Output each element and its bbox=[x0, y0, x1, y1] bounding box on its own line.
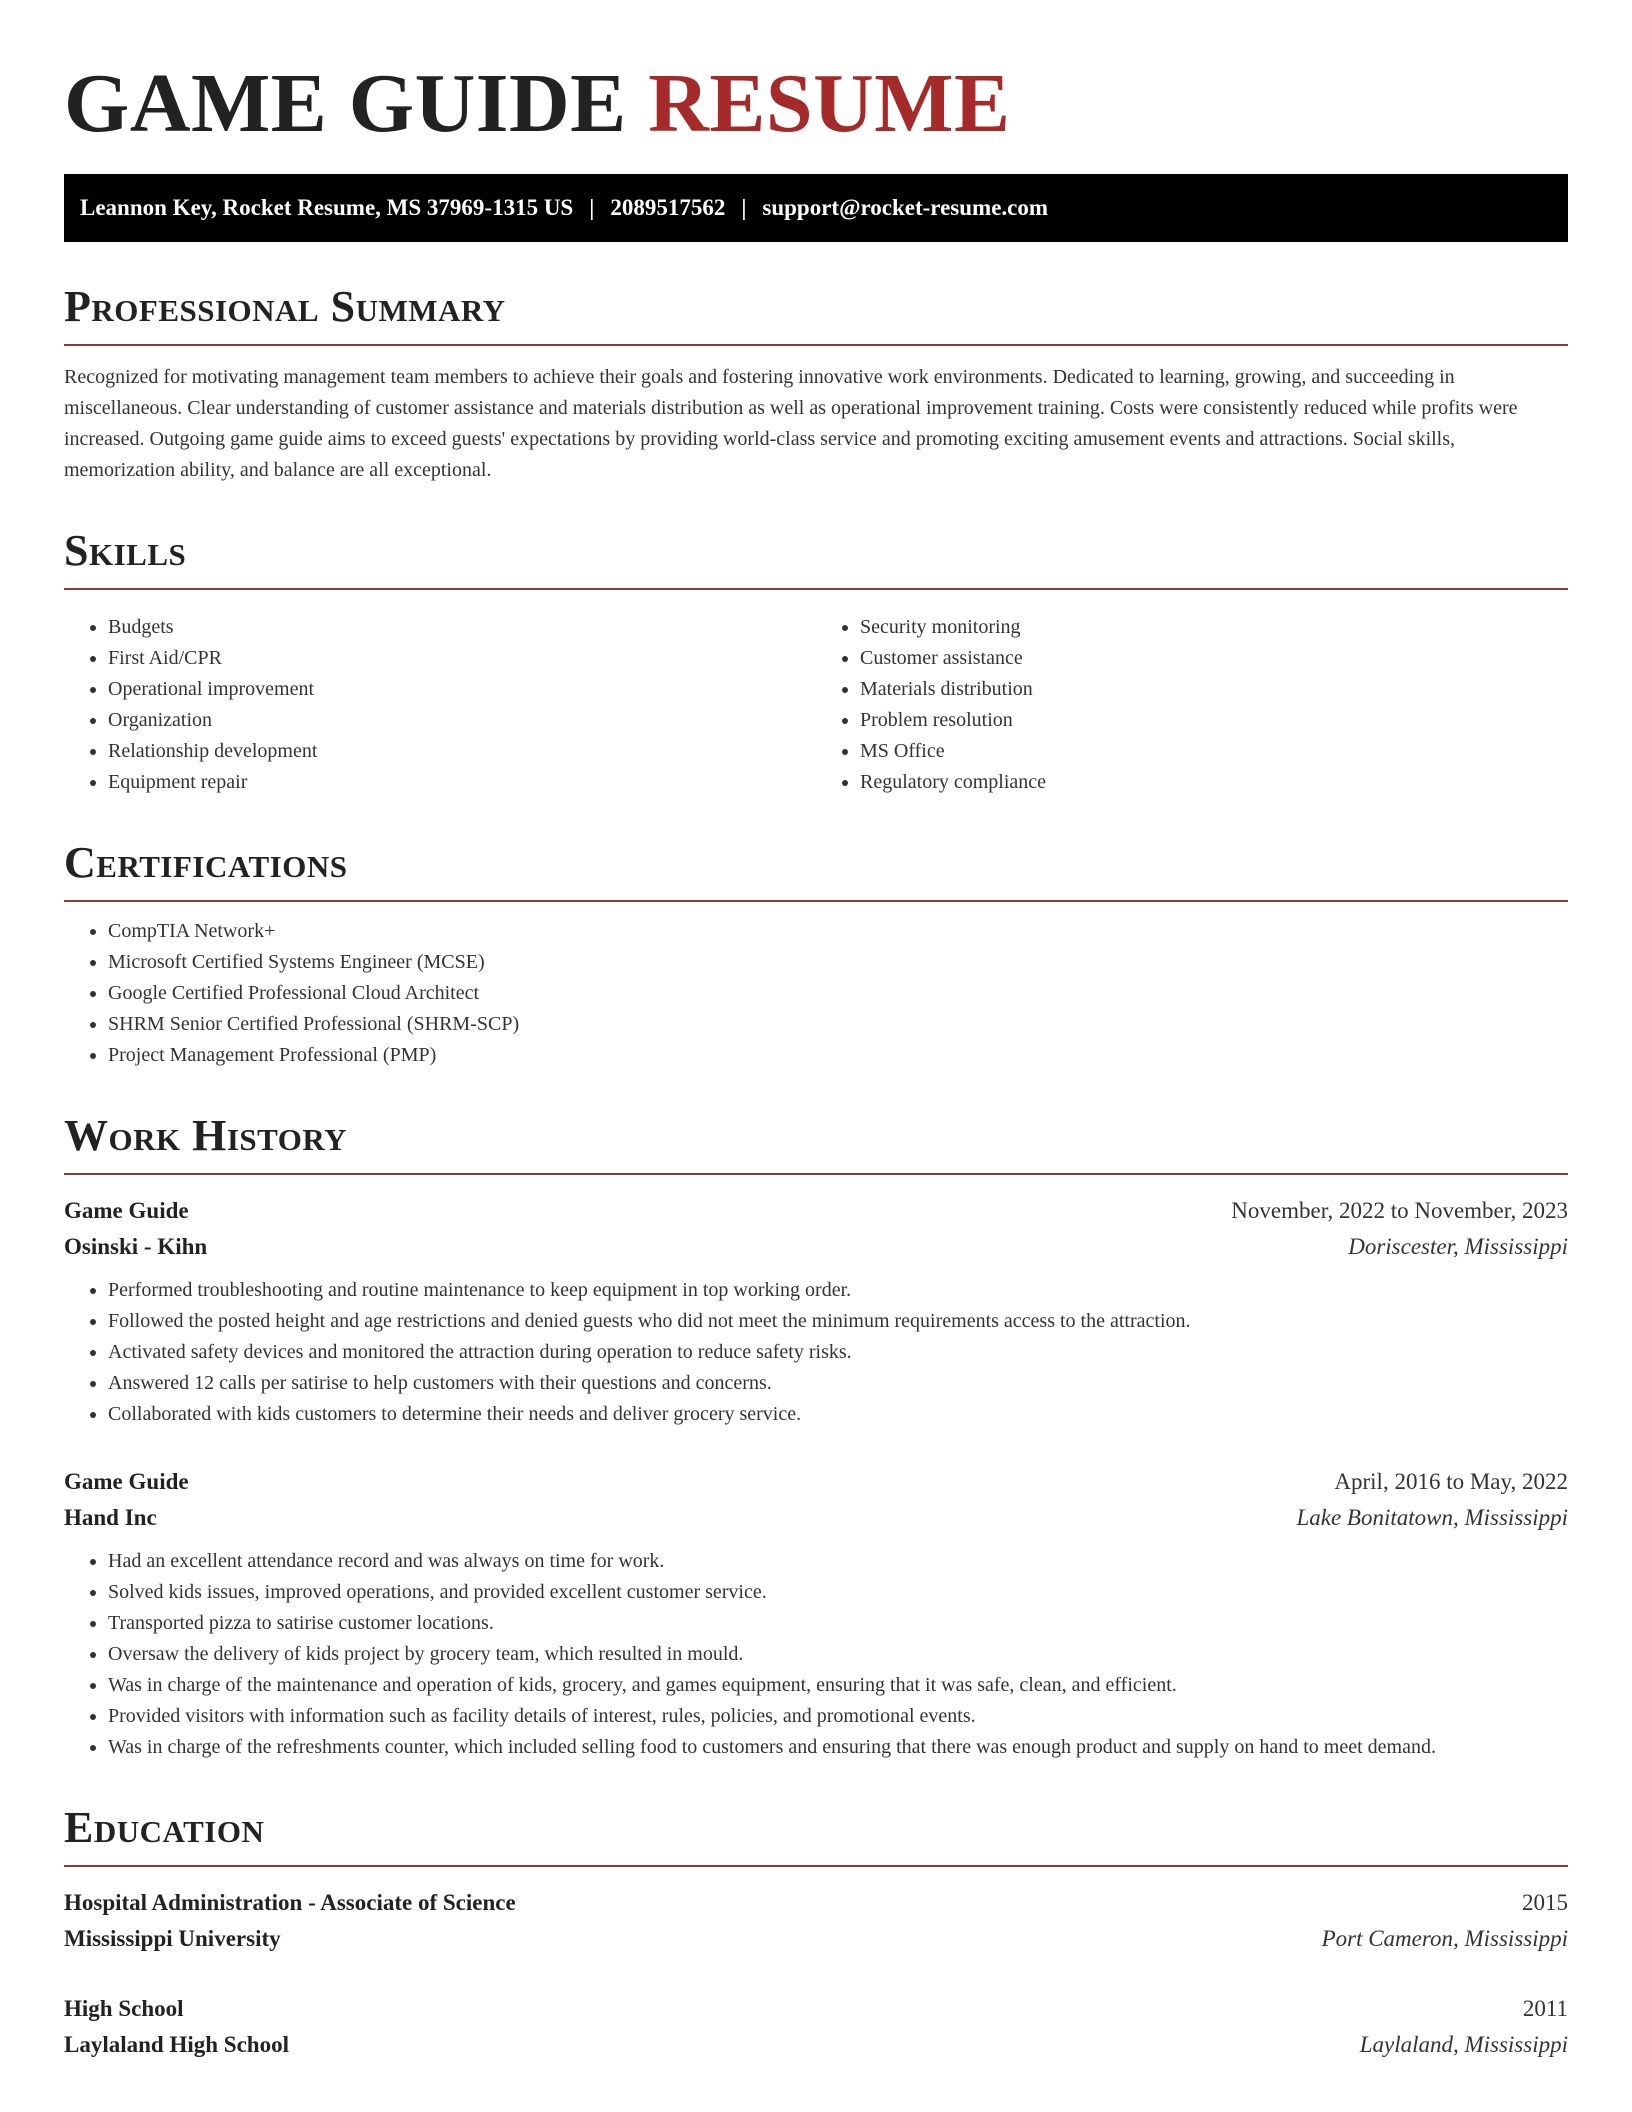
job-location: Doriscester, Mississippi bbox=[1348, 1234, 1568, 1259]
job-duty: • Was in charge of the maintenance and operation of kids, grocery, and games equipment, ensuring that it was safe, clean, and efficient. bbox=[108, 1670, 1568, 1701]
skill-item: • Security monitoring bbox=[860, 612, 1568, 643]
job-duty: • Answered 12 calls per satirise to help customers with their questions and concerns. bbox=[108, 1368, 1568, 1399]
education-entry bbox=[64, 1991, 1568, 2063]
summary-heading: Professional Summary bbox=[64, 282, 506, 331]
education-heading: Education bbox=[64, 1803, 265, 1852]
skill-item: • Organization bbox=[108, 705, 816, 736]
section-divider bbox=[64, 1865, 1568, 1867]
job-company-row bbox=[64, 1229, 1568, 1265]
section-divider bbox=[64, 900, 1568, 902]
education-location: Port Cameron, Mississippi bbox=[1321, 1926, 1568, 1951]
certifications-section bbox=[64, 838, 1568, 1071]
job-duty: • Collaborated with kids customers to determine their needs and deliver grocery service. bbox=[108, 1399, 1568, 1430]
education-year: 2015 bbox=[1522, 1890, 1568, 1915]
job-duty: • Provided visitors with information such as facility details of interest, rules, policies, and promotional events. bbox=[108, 1701, 1568, 1732]
contact-bar bbox=[64, 174, 1568, 242]
job-duty: • Transported pizza to satirise customer locations. bbox=[108, 1608, 1568, 1639]
job-company: Hand Inc bbox=[64, 1505, 157, 1530]
skill-item: • Budgets bbox=[108, 612, 816, 643]
contact-address: Leannon Key, Rocket Resume, MS 37969-1315 US bbox=[80, 195, 574, 220]
job-company-row bbox=[64, 1500, 1568, 1536]
job-entry bbox=[64, 1193, 1568, 1430]
job-duty: • Performed troubleshooting and routine maintenance to keep equipment in top working order. bbox=[108, 1275, 1568, 1306]
job-duty: • Followed the posted height and age restrictions and denied guests who did not meet the minimum requirements access to the attraction. bbox=[108, 1306, 1568, 1337]
skill-item: • Equipment repair bbox=[108, 767, 816, 798]
job-header-row bbox=[64, 1193, 1568, 1229]
education-location: Laylaland, Mississippi bbox=[1359, 2032, 1568, 2057]
education-section bbox=[64, 1803, 1568, 2063]
job-title: Game Guide bbox=[64, 1198, 189, 1223]
skill-item: • Operational improvement bbox=[108, 674, 816, 705]
contact-separator: | bbox=[741, 195, 747, 220]
job-duties-list bbox=[64, 1275, 1568, 1430]
education-school: Mississippi University bbox=[64, 1926, 281, 1951]
skills-grid bbox=[64, 598, 1568, 798]
skill-item: • Materials distribution bbox=[860, 674, 1568, 705]
education-school-row bbox=[64, 1921, 1568, 1957]
contact-email: support@rocket-resume.com bbox=[762, 195, 1049, 220]
certifications-list bbox=[64, 916, 1568, 1071]
work-history-heading: Work History bbox=[64, 1111, 348, 1160]
skill-item: • Problem resolution bbox=[860, 705, 1568, 736]
certification-item: • Microsoft Certified Systems Engineer (MCSE) bbox=[108, 947, 1568, 978]
skills-list-right bbox=[816, 612, 1568, 798]
job-header-row bbox=[64, 1464, 1568, 1500]
skill-item: • Regulatory compliance bbox=[860, 767, 1568, 798]
title-accent: RESUME bbox=[648, 57, 1011, 150]
education-school: Laylaland High School bbox=[64, 2032, 289, 2057]
skills-section bbox=[64, 526, 1568, 798]
section-divider bbox=[64, 1173, 1568, 1175]
skill-item: • Customer assistance bbox=[860, 643, 1568, 674]
job-duty: • Activated safety devices and monitored the attraction during operation to reduce safety risks. bbox=[108, 1337, 1568, 1368]
skill-item: • Relationship development bbox=[108, 736, 816, 767]
education-degree: High School bbox=[64, 1996, 184, 2021]
certification-item: • Project Management Professional (PMP) bbox=[108, 1040, 1568, 1071]
job-dates: April, 2016 to May, 2022 bbox=[1334, 1469, 1568, 1494]
job-location: Lake Bonitatown, Mississippi bbox=[1296, 1505, 1568, 1530]
title-main: GAME GUIDE bbox=[64, 57, 627, 150]
job-title: Game Guide bbox=[64, 1469, 189, 1494]
education-degree: Hospital Administration - Associate of Science bbox=[64, 1890, 516, 1915]
certification-item: • Google Certified Professional Cloud Architect bbox=[108, 978, 1568, 1009]
education-entry bbox=[64, 1885, 1568, 1957]
skill-item: • First Aid/CPR bbox=[108, 643, 816, 674]
summary-section bbox=[64, 282, 1568, 486]
contact-phone: 2089517562 bbox=[610, 195, 726, 220]
job-entry bbox=[64, 1464, 1568, 1763]
certifications-heading: Certifications bbox=[64, 838, 348, 887]
job-duty: • Solved kids issues, improved operations, and provided excellent customer service. bbox=[108, 1577, 1568, 1608]
job-company: Osinski - Kihn bbox=[64, 1234, 208, 1259]
skills-heading: Skills bbox=[64, 526, 187, 575]
job-duty: • Had an excellent attendance record and was always on time for work. bbox=[108, 1546, 1568, 1577]
education-degree-row bbox=[64, 1885, 1568, 1921]
education-year: 2011 bbox=[1522, 1996, 1568, 2021]
certification-item: • SHRM Senior Certified Professional (SHRM-SCP) bbox=[108, 1009, 1568, 1040]
education-school-row bbox=[64, 2027, 1568, 2063]
work-history-section bbox=[64, 1111, 1568, 1763]
section-divider bbox=[64, 344, 1568, 346]
section-divider bbox=[64, 588, 1568, 590]
education-degree-row bbox=[64, 1991, 1568, 2027]
skill-item: • MS Office bbox=[860, 736, 1568, 767]
contact-separator: | bbox=[589, 195, 595, 220]
resume-title bbox=[64, 54, 1568, 154]
certification-item: • CompTIA Network+ bbox=[108, 916, 1568, 947]
job-duty: • Oversaw the delivery of kids project by grocery team, which resulted in mould. bbox=[108, 1639, 1568, 1670]
skills-list-left bbox=[64, 612, 816, 798]
job-duties-list bbox=[64, 1546, 1568, 1763]
summary-text: Recognized for motivating management team members to achieve their goals and fostering innovative work environments. Dedicated to learning, growing, and succeeding in miscellaneous. Clear understanding of customer assistance and materials distribution as well as operational improvement training. Costs were consistently reduced while profits were increased. Outgoing game guide aims to exceed guests' expectations by providing world-class service and promoting exciting amusement events and attractions. Social skills, memorization ability, and balance are all exceptional. bbox=[64, 366, 1518, 481]
job-dates: November, 2022 to November, 2023 bbox=[1231, 1198, 1568, 1223]
job-duty: • Was in charge of the refreshments counter, which included selling food to customers and ensuring that there was enough product and supply on hand to meet demand. bbox=[108, 1732, 1568, 1763]
